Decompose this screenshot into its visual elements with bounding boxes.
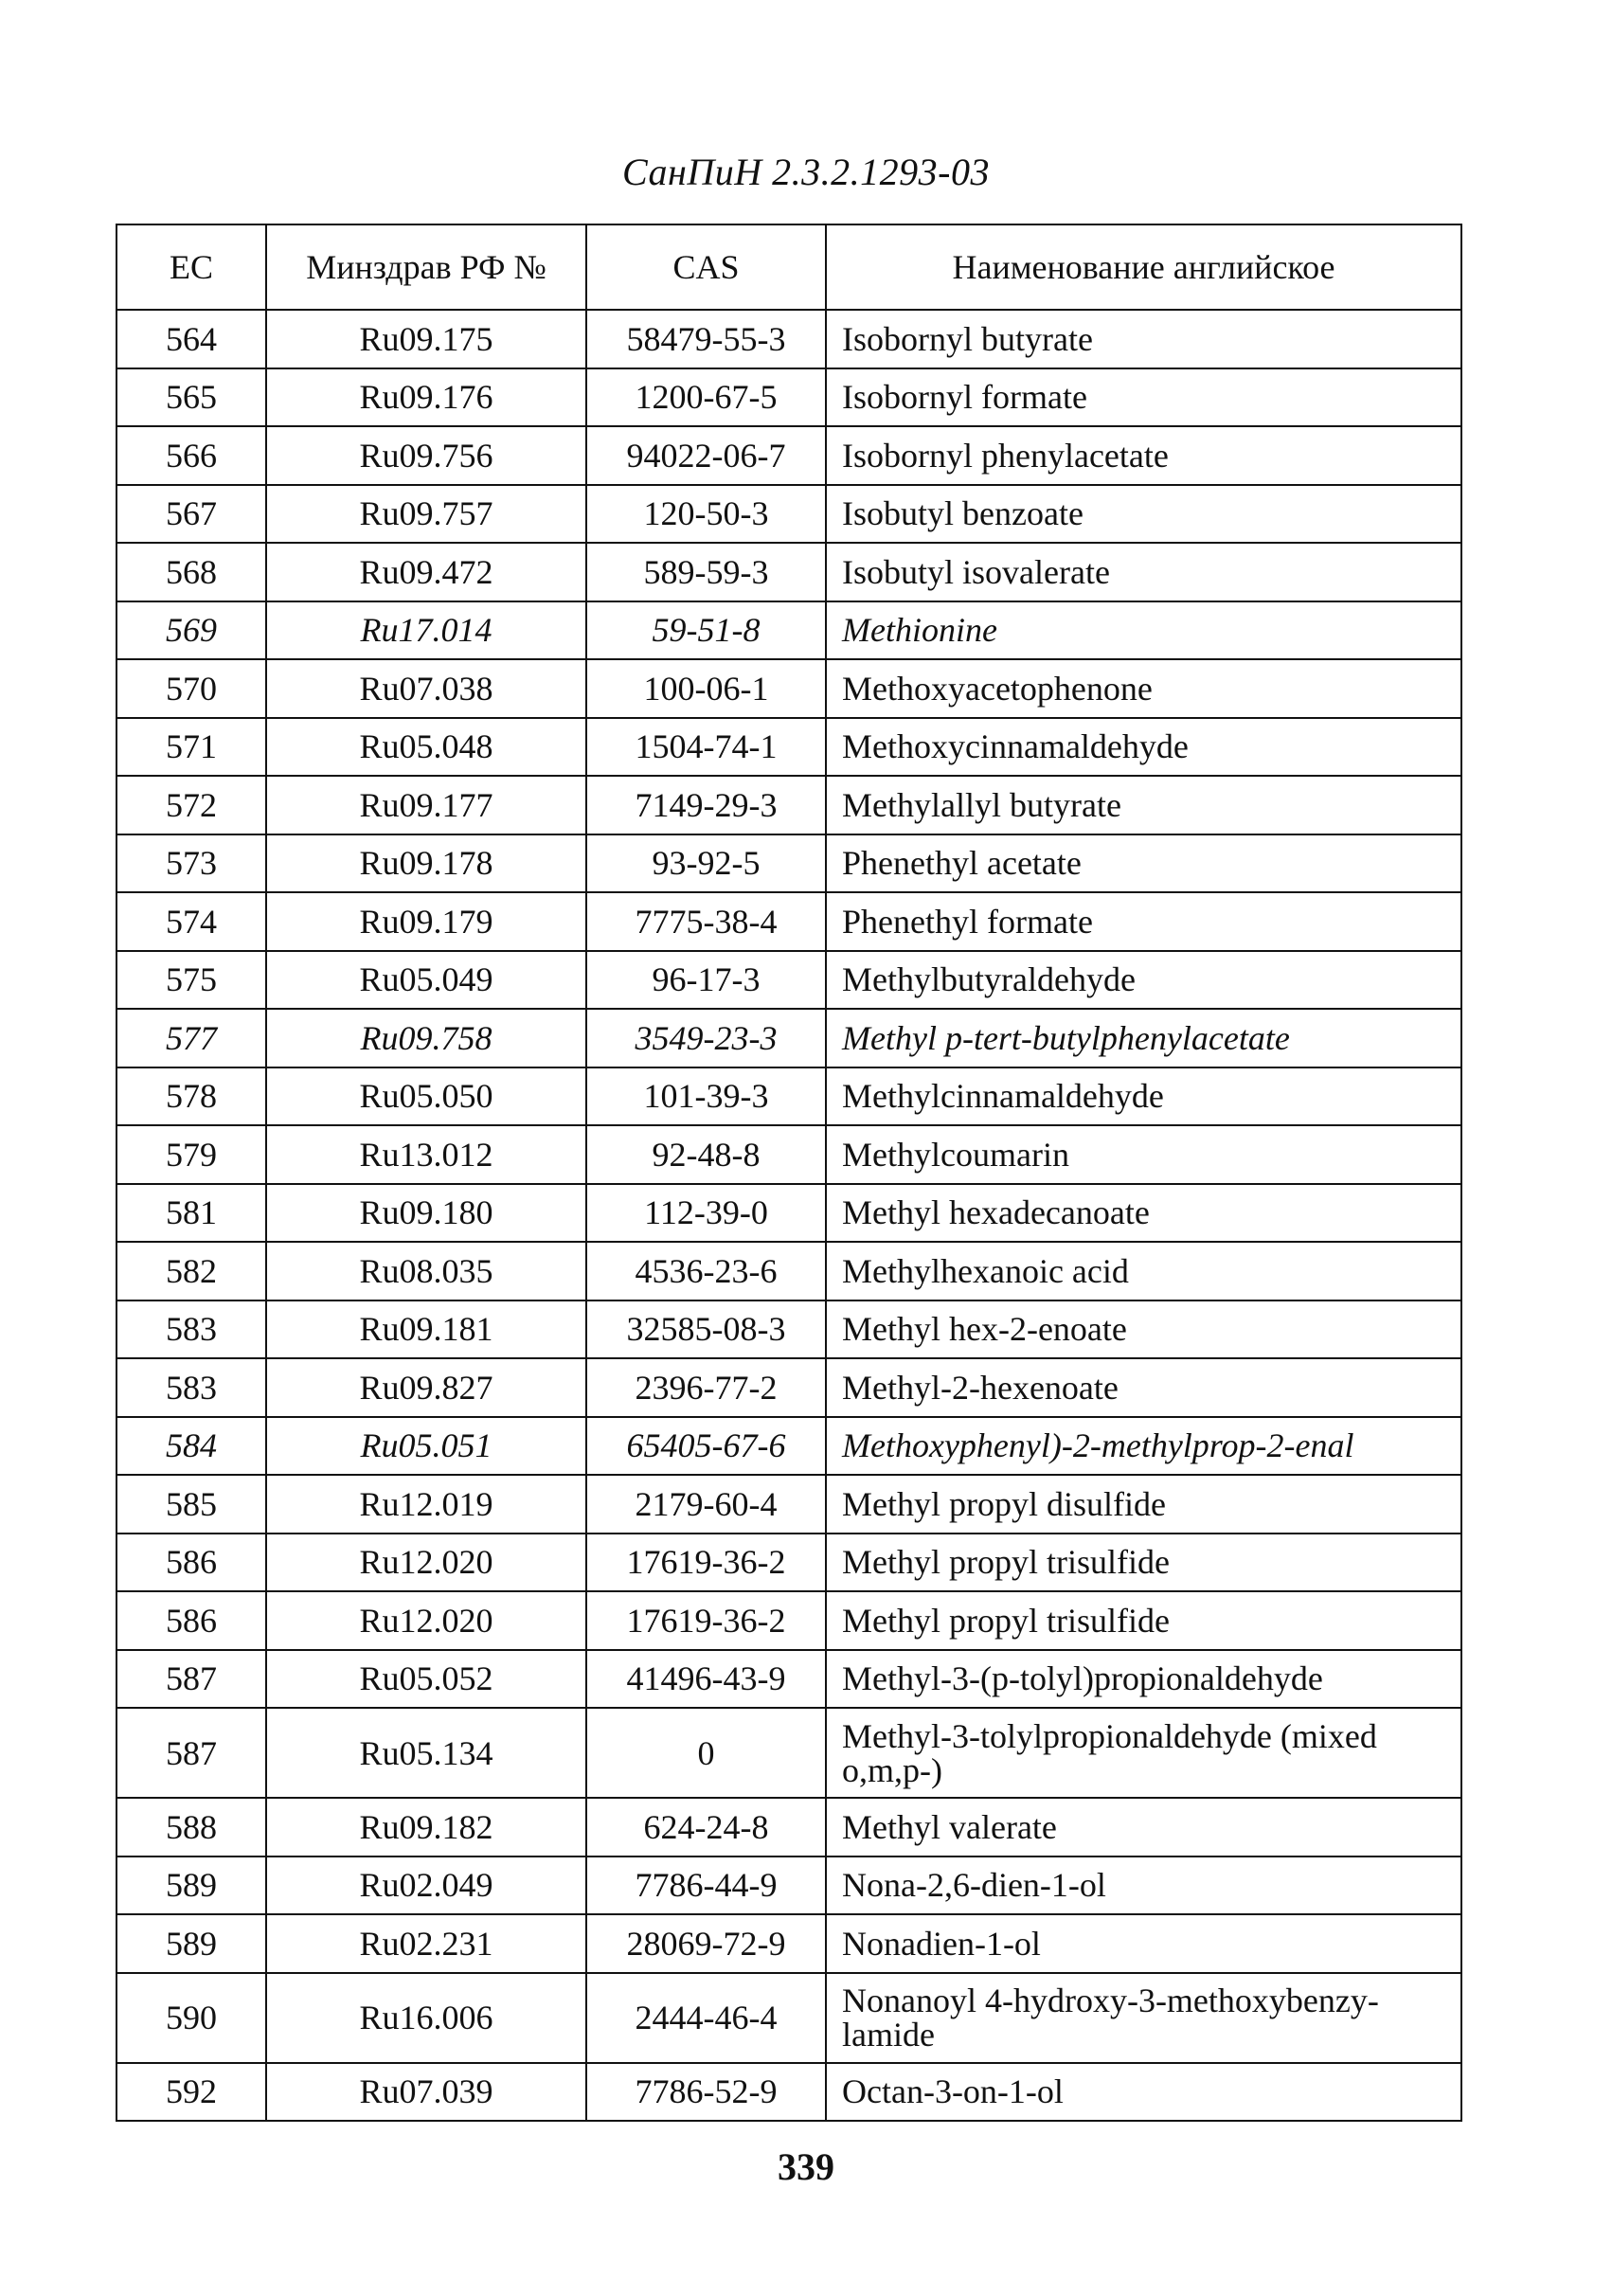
table-cell-minzdrav: Ru09.757 [266, 485, 586, 544]
table-cell-minzdrav: Ru05.052 [266, 1650, 586, 1709]
table-cell-minzdrav: Ru09.182 [266, 1798, 586, 1857]
table-cell-ec: 569 [116, 601, 266, 660]
table-cell-name: Nonanoyl 4-hydroxy-3-methoxybenzy-lamide [826, 1973, 1461, 2063]
page-header-title: СанПиН 2.3.2.1293-03 [622, 151, 990, 193]
substance-table [116, 224, 1462, 2122]
table-row [116, 1708, 1461, 1798]
table-cell-ec: 589 [116, 1914, 266, 1973]
table-cell-minzdrav: Ru09.181 [266, 1300, 586, 1359]
table-cell-ec: 566 [116, 426, 266, 485]
table-row [116, 834, 1461, 893]
table-cell-cas: 7786-52-9 [586, 2063, 826, 2122]
table-cell-minzdrav: Ru05.051 [266, 1417, 586, 1476]
column-header-cas: CAS [586, 224, 826, 310]
table-cell-ec: 589 [116, 1857, 266, 1915]
table-cell-name: Methoxyacetophenone [826, 659, 1461, 718]
table-row [116, 543, 1461, 601]
table-row [116, 1184, 1461, 1243]
table-cell-minzdrav: Ru09.472 [266, 543, 586, 601]
table-cell-cas: 101-39-3 [586, 1067, 826, 1126]
table-cell-ec: 587 [116, 1708, 266, 1798]
table-cell-minzdrav: Ru07.039 [266, 2063, 586, 2122]
table-cell-cas: 92-48-8 [586, 1125, 826, 1184]
table-cell-ec: 583 [116, 1358, 266, 1417]
table-cell-ec: 571 [116, 718, 266, 777]
table-header-row [116, 224, 1461, 310]
column-header-ec: EC [116, 224, 266, 310]
table-cell-ec: 583 [116, 1300, 266, 1359]
table-row [116, 892, 1461, 951]
table-row [116, 776, 1461, 834]
table-cell-minzdrav: Ru02.049 [266, 1857, 586, 1915]
table-cell-name: Methyl hex-2-enoate [826, 1300, 1461, 1359]
table-row [116, 1125, 1461, 1184]
table-cell-ec: 575 [116, 951, 266, 1010]
table-cell-name: Methionine [826, 601, 1461, 660]
table-cell-ec: 585 [116, 1475, 266, 1534]
table-row [116, 1242, 1461, 1300]
table-cell-name: Methyl p-tert-butylphenylacetate [826, 1009, 1461, 1067]
table-cell-minzdrav: Ru09.178 [266, 834, 586, 893]
table-cell-name: Isobornyl butyrate [826, 310, 1461, 368]
table-row [116, 951, 1461, 1010]
table-cell-minzdrav: Ru09.176 [266, 368, 586, 427]
table-cell-cas: 96-17-3 [586, 951, 826, 1010]
table-cell-name: Methylhexanoic acid [826, 1242, 1461, 1300]
table-row [116, 1650, 1461, 1709]
table-cell-minzdrav: Ru09.177 [266, 776, 586, 834]
table-cell-name: Isobutyl isovalerate [826, 543, 1461, 601]
table-cell-ec: 581 [116, 1184, 266, 1243]
table-cell-ec: 586 [116, 1591, 266, 1650]
table-cell-name: Methyl valerate [826, 1798, 1461, 1857]
table-cell-cas: 1504-74-1 [586, 718, 826, 777]
table-cell-ec: 582 [116, 1242, 266, 1300]
table-cell-name: Isobutyl benzoate [826, 485, 1461, 544]
table-cell-ec: 564 [116, 310, 266, 368]
table-row [116, 601, 1461, 660]
table-cell-cas: 7786-44-9 [586, 1857, 826, 1915]
table-cell-name: Methoxyphenyl)-2-methylprop-2-enal [826, 1417, 1461, 1476]
table-cell-cas: 4536-23-6 [586, 1242, 826, 1300]
table-row [116, 1534, 1461, 1592]
column-header-minzdrav: Минздрав РФ № [266, 224, 586, 310]
table-cell-name: Methylallyl butyrate [826, 776, 1461, 834]
table-cell-ec: 574 [116, 892, 266, 951]
table-row [116, 1067, 1461, 1126]
table-cell-ec: 570 [116, 659, 266, 718]
table-cell-cas: 93-92-5 [586, 834, 826, 893]
table-cell-cas: 1200-67-5 [586, 368, 826, 427]
table-cell-name: Methyl-3-tolylpropionaldehyde (mixed o,m,p-) [826, 1708, 1461, 1798]
table-cell-name: Methylbutyraldehyde [826, 951, 1461, 1010]
table-cell-ec: 573 [116, 834, 266, 893]
table-cell-ec: 592 [116, 2063, 266, 2122]
table-cell-minzdrav: Ru02.231 [266, 1914, 586, 1973]
table-cell-cas: 59-51-8 [586, 601, 826, 660]
table-cell-name: Isobornyl formate [826, 368, 1461, 427]
table-cell-minzdrav: Ru17.014 [266, 601, 586, 660]
table-cell-cas: 3549-23-3 [586, 1009, 826, 1067]
table-cell-minzdrav: Ru09.180 [266, 1184, 586, 1243]
table-cell-minzdrav: Ru16.006 [266, 1973, 586, 2063]
table-cell-cas: 112-39-0 [586, 1184, 826, 1243]
table-row [116, 1358, 1461, 1417]
table-cell-name: Methyl-2-hexenoate [826, 1358, 1461, 1417]
table-cell-cas: 2179-60-4 [586, 1475, 826, 1534]
table-cell-name: Phenethyl formate [826, 892, 1461, 951]
table-cell-name: Methyl propyl trisulfide [826, 1534, 1461, 1592]
table-cell-name: Methoxycinnamaldehyde [826, 718, 1461, 777]
table-cell-cas: 32585-08-3 [586, 1300, 826, 1359]
table-row [116, 1857, 1461, 1915]
table-row [116, 718, 1461, 777]
table-cell-cas: 2444-46-4 [586, 1973, 826, 2063]
table-row [116, 1417, 1461, 1476]
table-cell-minzdrav: Ru05.050 [266, 1067, 586, 1126]
table-cell-name: Isobornyl phenylacetate [826, 426, 1461, 485]
page-number: 339 [778, 2145, 834, 2188]
table-cell-ec: 578 [116, 1067, 266, 1126]
table-cell-cas: 28069-72-9 [586, 1914, 826, 1973]
table-cell-minzdrav: Ru05.134 [266, 1708, 586, 1798]
table-cell-minzdrav: Ru09.758 [266, 1009, 586, 1067]
table-row [116, 310, 1461, 368]
table-cell-cas: 589-59-3 [586, 543, 826, 601]
table-cell-minzdrav: Ru13.012 [266, 1125, 586, 1184]
table-cell-minzdrav: Ru05.049 [266, 951, 586, 1010]
table-cell-cas: 58479-55-3 [586, 310, 826, 368]
table-cell-cas: 17619-36-2 [586, 1534, 826, 1592]
table-cell-cas: 94022-06-7 [586, 426, 826, 485]
table-cell-cas: 41496-43-9 [586, 1650, 826, 1709]
table-cell-name: Methylcinnamaldehyde [826, 1067, 1461, 1126]
table-row [116, 659, 1461, 718]
table-cell-minzdrav: Ru09.827 [266, 1358, 586, 1417]
table-cell-cas: 7149-29-3 [586, 776, 826, 834]
table-row [116, 1973, 1461, 2063]
table-cell-cas: 65405-67-6 [586, 1417, 826, 1476]
table-cell-cas: 17619-36-2 [586, 1591, 826, 1650]
table-cell-cas: 0 [586, 1708, 826, 1798]
table-cell-ec: 565 [116, 368, 266, 427]
table-cell-ec: 579 [116, 1125, 266, 1184]
table-cell-name: Nona-2,6-dien-1-ol [826, 1857, 1461, 1915]
table-row [116, 2063, 1461, 2122]
table-cell-minzdrav: Ru09.175 [266, 310, 586, 368]
table-cell-minzdrav: Ru08.035 [266, 1242, 586, 1300]
table-cell-name: Nonadien-1-ol [826, 1914, 1461, 1973]
table-cell-ec: 572 [116, 776, 266, 834]
table-cell-name: Octan-3-on-1-ol [826, 2063, 1461, 2122]
table-cell-minzdrav: Ru09.756 [266, 426, 586, 485]
table-cell-minzdrav: Ru12.020 [266, 1534, 586, 1592]
table-row [116, 1475, 1461, 1534]
table-cell-name: Phenethyl acetate [826, 834, 1461, 893]
table-cell-name: Methyl propyl disulfide [826, 1475, 1461, 1534]
table-body [116, 310, 1461, 2121]
table-cell-minzdrav: Ru12.020 [266, 1591, 586, 1650]
table-row [116, 1300, 1461, 1359]
table-cell-cas: 2396-77-2 [586, 1358, 826, 1417]
table-row [116, 1798, 1461, 1857]
table-cell-cas: 624-24-8 [586, 1798, 826, 1857]
table-cell-name: Methylcoumarin [826, 1125, 1461, 1184]
table-row [116, 426, 1461, 485]
table-row [116, 485, 1461, 544]
table-row [116, 1591, 1461, 1650]
table-cell-minzdrav: Ru05.048 [266, 718, 586, 777]
table-row [116, 1009, 1461, 1067]
table-cell-ec: 587 [116, 1650, 266, 1709]
table-row [116, 368, 1461, 427]
table-cell-ec: 586 [116, 1534, 266, 1592]
table-cell-name: Methyl-3-(p-tolyl)propionaldehyde [826, 1650, 1461, 1709]
table-cell-ec: 577 [116, 1009, 266, 1067]
table-cell-ec: 584 [116, 1417, 266, 1476]
column-header-name-english: Наименование английское [826, 224, 1461, 310]
table-cell-cas: 100-06-1 [586, 659, 826, 718]
table-cell-ec: 567 [116, 485, 266, 544]
table-cell-minzdrav: Ru12.019 [266, 1475, 586, 1534]
table-cell-name: Methyl hexadecanoate [826, 1184, 1461, 1243]
table-cell-name: Methyl propyl trisulfide [826, 1591, 1461, 1650]
table-cell-cas: 7775-38-4 [586, 892, 826, 951]
table-cell-ec: 588 [116, 1798, 266, 1857]
table-cell-ec: 590 [116, 1973, 266, 2063]
table-row [116, 1914, 1461, 1973]
table-cell-ec: 568 [116, 543, 266, 601]
table-cell-minzdrav: Ru07.038 [266, 659, 586, 718]
table-cell-minzdrav: Ru09.179 [266, 892, 586, 951]
table-cell-cas: 120-50-3 [586, 485, 826, 544]
